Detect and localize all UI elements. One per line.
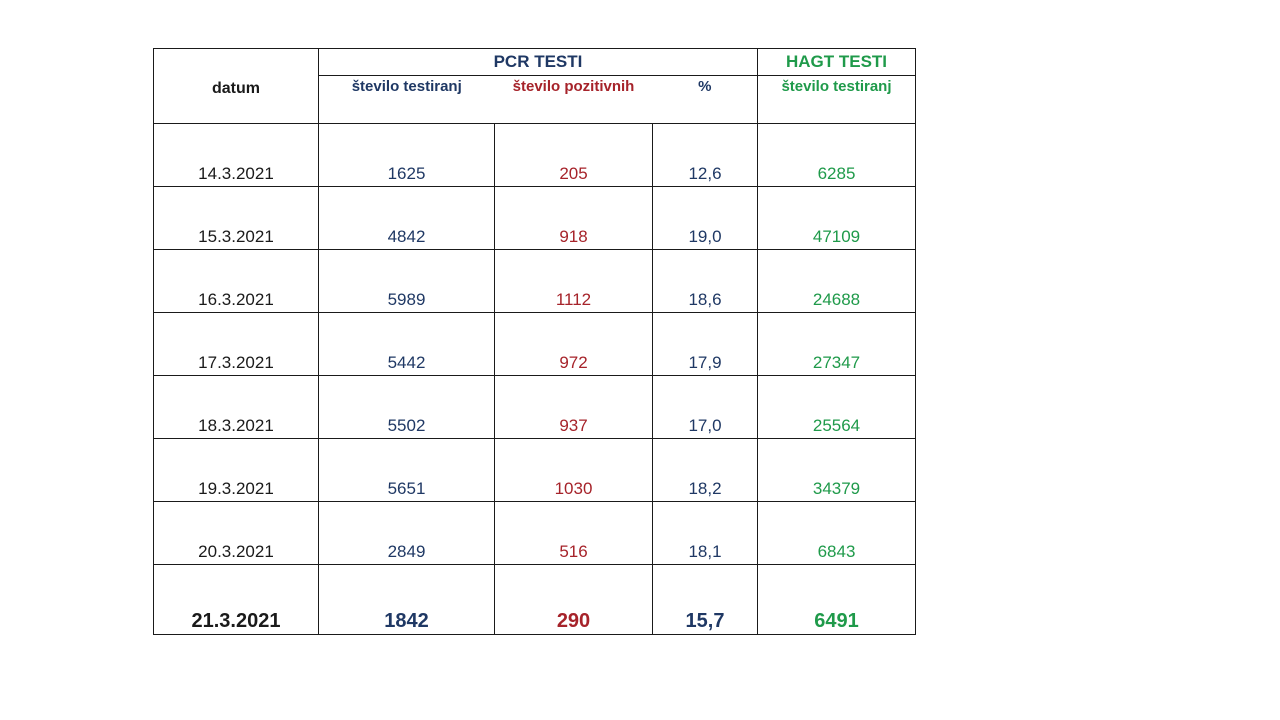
- table-row: [154, 313, 916, 376]
- covid-tests-table: [153, 48, 916, 635]
- pcr-count-cell: 5989: [319, 250, 495, 313]
- hagt-count-cell: 27347: [758, 313, 916, 376]
- date-cell: 18.3.2021: [154, 376, 319, 439]
- pcr-positive-cell: 937: [495, 376, 653, 439]
- datum-header: datum: [154, 49, 319, 124]
- percent-cell: 19,0: [653, 187, 758, 250]
- hagt-count-cell: 6285: [758, 124, 916, 187]
- pcr-positive-cell: 290: [495, 565, 653, 635]
- pcr-percent-header: %: [653, 76, 758, 124]
- pcr-count-cell: 2849: [319, 502, 495, 565]
- pcr-count-cell: 5442: [319, 313, 495, 376]
- percent-cell: 18,1: [653, 502, 758, 565]
- header-row-groups: [154, 49, 916, 76]
- date-cell: 17.3.2021: [154, 313, 319, 376]
- pcr-positive-cell: 516: [495, 502, 653, 565]
- percent-cell: 12,6: [653, 124, 758, 187]
- percent-cell: 17,0: [653, 376, 758, 439]
- date-cell: 19.3.2021: [154, 439, 319, 502]
- pcr-count-cell: 1625: [319, 124, 495, 187]
- pcr-count-cell: 5502: [319, 376, 495, 439]
- pcr-positive-cell: 918: [495, 187, 653, 250]
- table-row: [154, 376, 916, 439]
- hagt-count-cell: 24688: [758, 250, 916, 313]
- pcr-positive-header: število pozitivnih: [495, 76, 653, 124]
- hagt-count-cell: 47109: [758, 187, 916, 250]
- percent-cell: 18,6: [653, 250, 758, 313]
- hagt-count-cell: 34379: [758, 439, 916, 502]
- table-row: [154, 187, 916, 250]
- pcr-positive-cell: 1030: [495, 439, 653, 502]
- hagt-count-cell: 6491: [758, 565, 916, 635]
- percent-cell: 18,2: [653, 439, 758, 502]
- hagt-count-cell: 25564: [758, 376, 916, 439]
- hagt-count-cell: 6843: [758, 502, 916, 565]
- pcr-count-cell: 5651: [319, 439, 495, 502]
- date-cell: 20.3.2021: [154, 502, 319, 565]
- table-row: [154, 439, 916, 502]
- pcr-count-cell: 4842: [319, 187, 495, 250]
- table-row: [154, 250, 916, 313]
- table-row: [154, 124, 916, 187]
- date-cell: 16.3.2021: [154, 250, 319, 313]
- percent-cell: 17,9: [653, 313, 758, 376]
- pcr-positive-cell: 1112: [495, 250, 653, 313]
- pcr-tests-header: PCR TESTI: [319, 49, 758, 76]
- pcr-positive-cell: 205: [495, 124, 653, 187]
- pcr-count-cell: 1842: [319, 565, 495, 635]
- pcr-count-header: število testiranj: [319, 76, 495, 124]
- pcr-positive-cell: 972: [495, 313, 653, 376]
- hagt-count-header: število testiranj: [758, 76, 916, 124]
- table-row: [154, 502, 916, 565]
- percent-cell: 15,7: [653, 565, 758, 635]
- hagt-tests-header: HAGT TESTI: [758, 49, 916, 76]
- table-row-latest: [154, 565, 916, 635]
- date-cell: 15.3.2021: [154, 187, 319, 250]
- date-cell: 21.3.2021: [154, 565, 319, 635]
- date-cell: 14.3.2021: [154, 124, 319, 187]
